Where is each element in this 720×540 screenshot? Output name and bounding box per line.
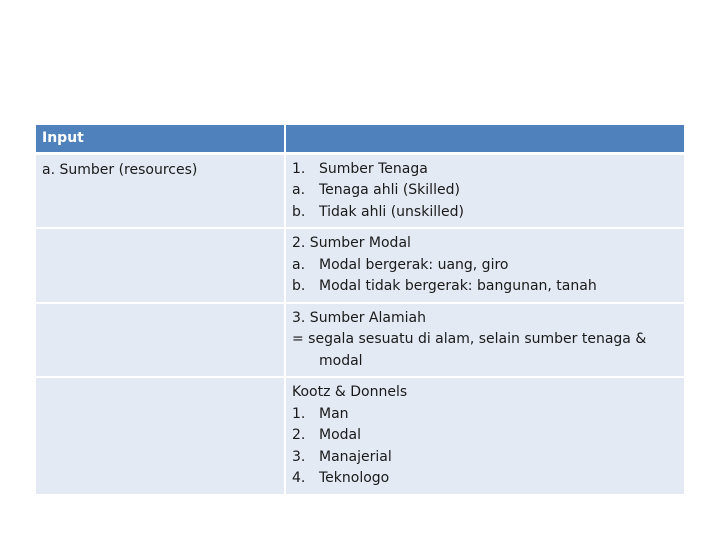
- list-heading: Kootz & Donnels: [292, 384, 408, 400]
- list-item: 1. Sumber Tenaga: [292, 160, 428, 177]
- definition-text: = segala sesuatu di alam, selain sumber tenaga &: [292, 331, 647, 347]
- list-item: 2. Modal: [292, 427, 361, 443]
- header-cell-empty: [286, 125, 684, 155]
- row-label-cell: [36, 304, 286, 379]
- list-item: 1. Man: [292, 405, 349, 422]
- row-label-cell: [36, 229, 286, 304]
- list-item: 4. Teknologo: [292, 470, 390, 486]
- row-content-cell: [286, 378, 684, 496]
- list-item: b. Tidak ahli (unskilled): [292, 203, 464, 220]
- row-label-cell: a. Sumber (resources): [36, 155, 286, 230]
- row-label-cell: [36, 378, 286, 496]
- table-row: [36, 378, 684, 496]
- list-heading: 2. Sumber Modal: [292, 235, 411, 251]
- list-item: 3. Manajerial: [292, 448, 392, 465]
- row-content-cell: [286, 155, 684, 230]
- row-content-cell: [286, 229, 684, 304]
- list-heading: 3. Sumber Alamiah: [292, 309, 426, 326]
- table-row: [36, 229, 684, 304]
- table-row: [36, 155, 684, 230]
- list-item: a. Tenaga ahli (Skilled): [292, 182, 460, 198]
- table-header-row: [36, 125, 684, 155]
- list-item: b. Modal tidak bergerak: bangunan, tanah: [292, 278, 597, 294]
- list-item: a. Modal bergerak: uang, giro: [292, 256, 509, 273]
- row-content-cell: [286, 304, 684, 379]
- input-resources-table: [36, 125, 684, 496]
- definition-text-continued: modal: [319, 352, 363, 369]
- header-cell-input: Input: [36, 125, 286, 155]
- table-row: [36, 304, 684, 379]
